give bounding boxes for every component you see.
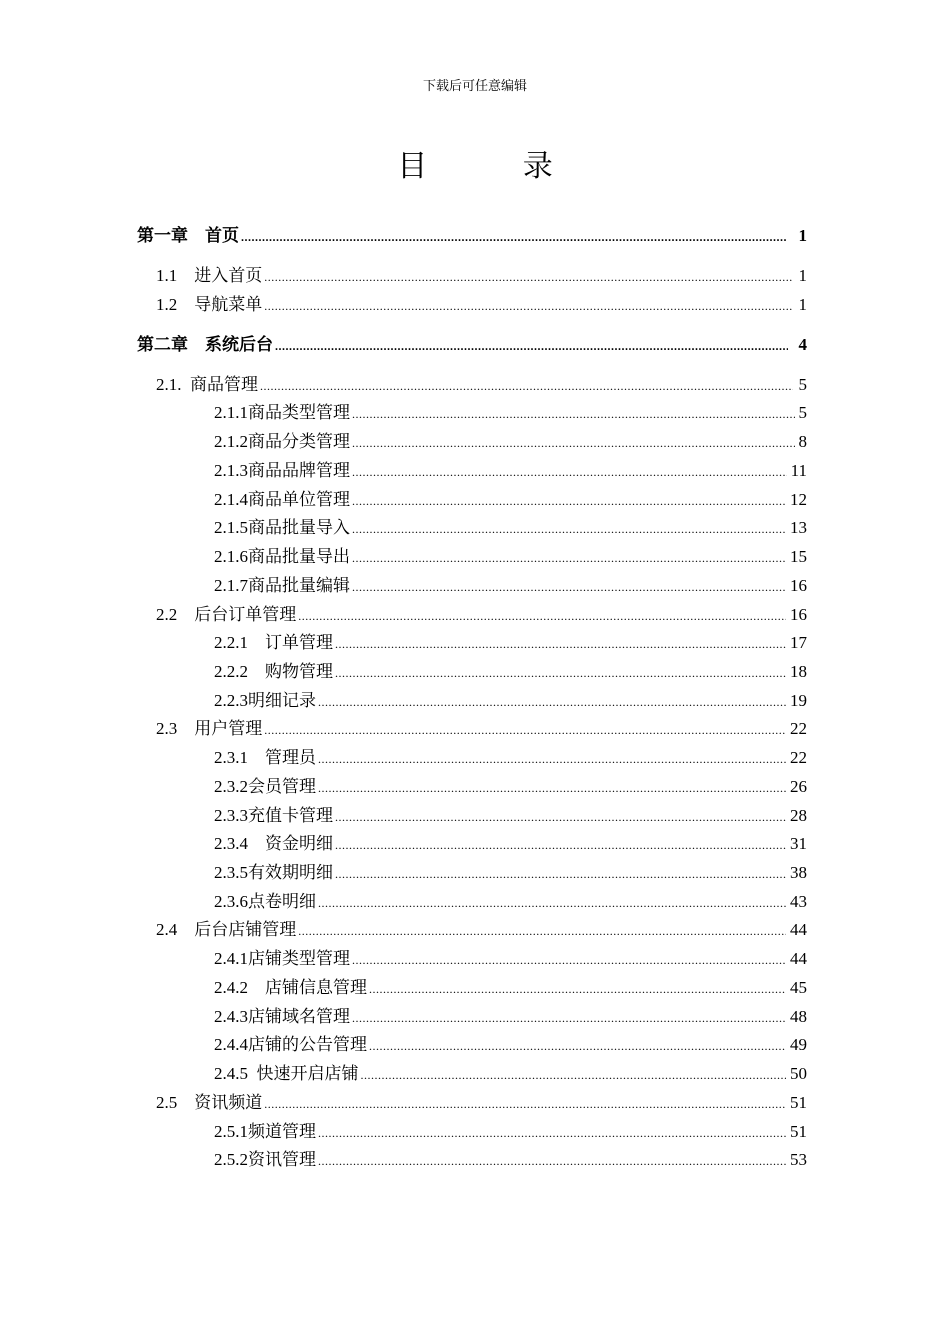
toc-entry[interactable] [214,658,807,686]
toc-entry-label: 2.1.6商品批量导出 [214,547,350,566]
toc-entry-label: 2.1. 商品管理 [156,375,258,394]
dot-leader [361,1065,787,1085]
toc-page-number: 22 [790,719,807,738]
toc-entry[interactable] [156,715,807,743]
dot-leader [264,267,793,287]
toc-entry[interactable] [156,262,807,290]
toc-entry-label: 1.1 进入首页 [156,266,263,285]
toc-chapter-entry[interactable] [137,331,807,359]
toc-entry[interactable] [214,1118,807,1146]
toc-entry[interactable] [214,1060,807,1088]
dot-leader [318,778,786,798]
toc-page-number: 4 [798,335,807,354]
toc-entry[interactable] [214,744,807,772]
toc-page-number: 51 [790,1093,807,1112]
toc-entry[interactable] [214,486,807,514]
toc-entry-label: 2.5.2资讯管理 [214,1150,316,1169]
dot-leader [335,864,786,884]
dot-leader [352,577,786,597]
toc-page-number: 8 [798,432,807,451]
toc-entry-label: 第二章 系统后台 [137,335,273,354]
toc-entry-label: 2.4.5 快速开启店铺 [214,1064,359,1083]
toc-page-number: 26 [790,777,807,796]
toc-entry-label: 2.2 后台订单管理 [156,605,297,624]
toc-entry[interactable] [214,687,807,715]
dot-leader [369,979,786,999]
toc-page-number: 1 [798,266,807,285]
toc-entry[interactable] [214,859,807,887]
toc-chapter-entry[interactable] [137,222,807,250]
toc-page-number: 22 [790,748,807,767]
page-header: 下载后可任意编辑 [422,78,527,93]
toc-entry-label: 2.3.4 资金明细 [214,834,333,853]
toc-page-number: 18 [790,662,807,681]
toc-entry-label: 2.4.3店铺域名管理 [214,1007,350,1026]
dot-leader [335,663,786,683]
toc-entry-label: 2.4 后台店铺管理 [156,920,297,939]
dot-leader [318,893,786,913]
dot-leader [352,519,786,539]
toc-page-number: 49 [790,1035,807,1054]
toc-entry[interactable] [156,1089,807,1117]
toc-entry[interactable] [214,514,807,542]
toc-entry-label: 2.1.7商品批量编辑 [214,576,350,595]
dot-leader [318,1151,786,1171]
toc-entry[interactable] [214,1031,807,1059]
dot-leader [241,227,787,247]
toc-entry-label: 2.4.4店铺的公告管理 [214,1035,367,1054]
dot-leader [275,336,788,356]
toc-page-number: 12 [790,490,807,509]
toc-title: 目 录 [397,150,597,183]
toc-entry[interactable] [156,916,807,944]
toc-entry[interactable] [214,1003,807,1031]
toc-page-number: 44 [790,949,807,968]
toc-entry[interactable] [214,802,807,830]
toc-entry[interactable] [214,945,807,973]
toc-entry-label: 2.3.2会员管理 [214,777,316,796]
dot-leader [352,548,786,568]
toc-entry-label: 2.3 用户管理 [156,719,263,738]
toc-entry-label: 2.2.2 购物管理 [214,662,333,681]
toc-entry-label: 2.3.5有效期明细 [214,863,333,882]
toc-entry[interactable] [214,399,807,427]
dot-leader [335,634,786,654]
toc-entry[interactable] [214,629,807,657]
toc-entry-label: 第一章 首页 [137,226,239,245]
toc-page-number: 45 [790,978,807,997]
dot-leader [352,491,786,511]
toc-page-number: 44 [790,920,807,939]
dot-leader [335,807,786,827]
toc-page-number: 1 [798,226,807,245]
toc-page-number: 28 [790,806,807,825]
toc-entry-label: 2.1.1商品类型管理 [214,403,350,422]
toc-entry[interactable] [156,371,807,399]
toc-entry-label: 2.3.3充值卡管理 [214,806,333,825]
toc-page-number: 5 [798,403,807,422]
dot-leader [264,1094,786,1114]
toc-page-number: 15 [790,547,807,566]
dot-leader [352,433,795,453]
dot-leader [352,462,787,482]
toc-page-number: 17 [790,633,807,652]
toc-entry-label: 2.2.3明细记录 [214,691,316,710]
toc-entry-label: 2.4.1店铺类型管理 [214,949,350,968]
dot-leader [264,296,793,316]
toc-entry-label: 2.3.1 管理员 [214,748,316,767]
toc-entry[interactable] [214,773,807,801]
dot-leader [318,692,786,712]
dot-leader [264,720,786,740]
toc-entry-label: 2.2.1 订单管理 [214,633,333,652]
toc-page-number: 48 [790,1007,807,1026]
toc-entry-label: 2.5 资讯频道 [156,1093,263,1112]
toc-entry[interactable] [214,888,807,916]
toc-page-number: 16 [790,576,807,595]
toc-entry[interactable] [214,830,807,858]
dot-leader [298,921,786,941]
toc-page-number: 16 [790,605,807,624]
dot-leader [352,950,786,970]
toc-entry[interactable] [156,291,807,319]
toc-entry-label: 2.1.2商品分类管理 [214,432,350,451]
toc-entry[interactable] [214,428,807,456]
toc-entry[interactable] [214,974,807,1002]
toc-page-number: 1 [798,295,807,314]
dot-leader [352,404,795,424]
toc-page-number: 19 [790,691,807,710]
toc-page-number: 11 [790,461,807,480]
toc-entry-label: 2.1.3商品品牌管理 [214,461,350,480]
dot-leader [318,749,786,769]
dot-leader [335,835,786,855]
dot-leader [260,376,793,396]
toc-page-number: 51 [790,1122,807,1141]
toc-entry[interactable] [214,543,807,571]
toc-entry-label: 2.5.1频道管理 [214,1122,316,1141]
toc-page-number: 53 [790,1150,807,1169]
dot-leader [352,1008,786,1028]
toc-entry[interactable] [214,457,807,485]
toc-page-number: 13 [790,518,807,537]
toc-entry-label: 2.3.6点卷明细 [214,892,316,911]
toc-page-number: 43 [790,892,807,911]
toc-page-number: 5 [798,375,807,394]
toc-entry[interactable] [214,1146,807,1174]
toc-entry-label: 2.1.5商品批量导入 [214,518,350,537]
toc-page-number: 31 [790,834,807,853]
toc-entry[interactable] [156,601,807,629]
toc-entry-label: 2.1.4商品单位管理 [214,490,350,509]
toc-page-number: 38 [790,863,807,882]
toc-entry-label: 1.2 导航菜单 [156,295,263,314]
toc-page-number: 50 [790,1064,807,1083]
dot-leader [369,1036,786,1056]
toc-entry[interactable] [214,572,807,600]
toc-entry-label: 2.4.2 店铺信息管理 [214,978,367,997]
dot-leader [318,1123,786,1143]
dot-leader [298,606,786,626]
